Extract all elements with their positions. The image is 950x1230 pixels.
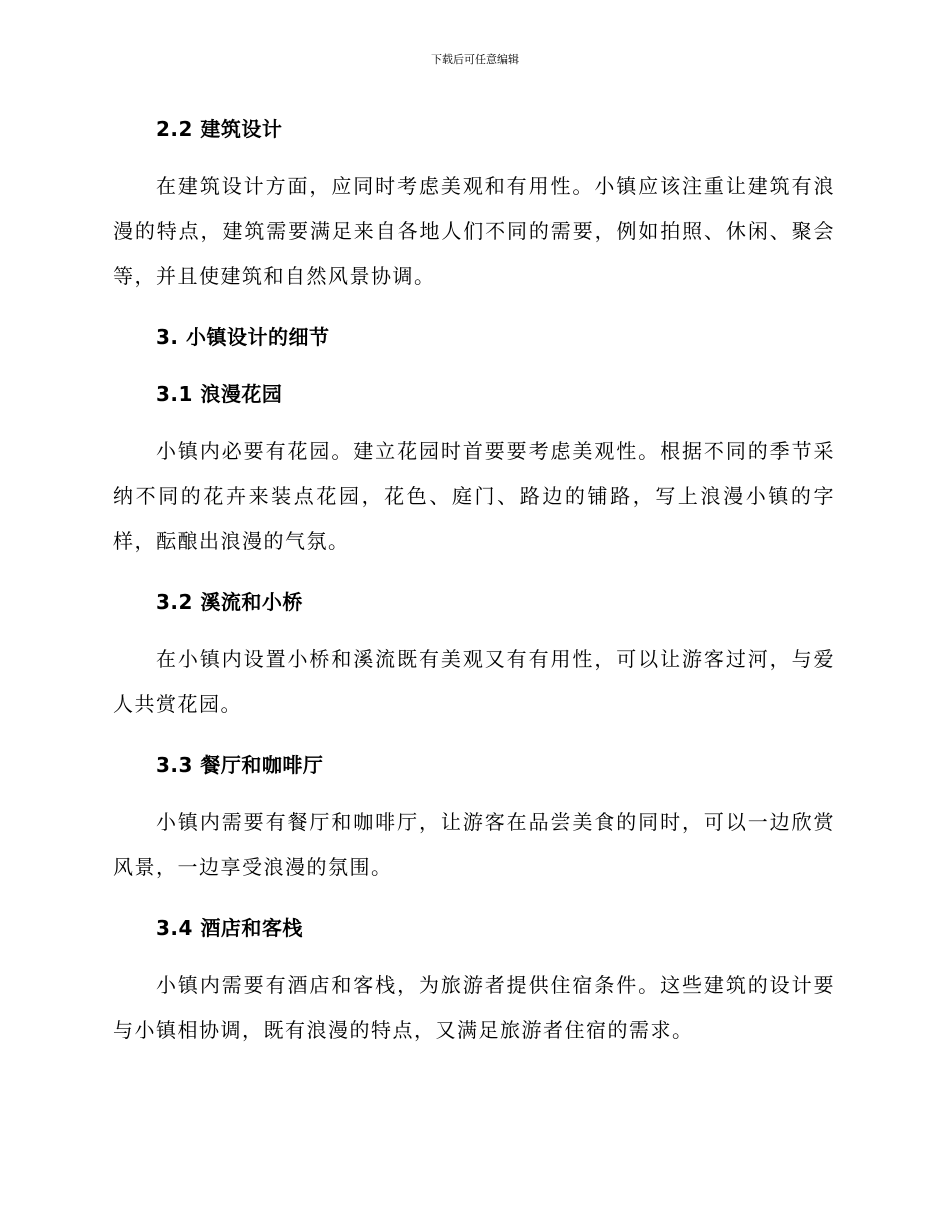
page-header: 下载后可任意编辑 bbox=[431, 53, 519, 66]
section-heading-3: 3. 小镇设计的细节 bbox=[156, 325, 330, 349]
section-paragraph-2-2: 在建筑设计方面，应同时考虑美观和有用性。小镇应该注重让建筑有浪漫的特点，建筑需要满足来自各地人们不同的需要，例如拍照、休闲、聚会等，并且使建筑和自然风景协调。 bbox=[113, 174, 835, 288]
section-heading-3-2: 3.2 溪流和小桥 bbox=[156, 590, 303, 614]
section-heading-2-2: 2.2 建筑设计 bbox=[156, 117, 283, 141]
section-paragraph-3-3: 小镇内需要有餐厅和咖啡厅，让游客在品尝美食的同时，可以一边欣赏风景，一边享受浪漫的氛围。 bbox=[113, 810, 835, 879]
section-heading-3-3: 3.3 餐厅和咖啡厅 bbox=[156, 753, 324, 777]
section-paragraph-3-1: 小镇内必要有花园。建立花园时首要要考虑美观性。根据不同的季节采纳不同的花卉来装点花园，花色、庭门、路边的铺路，写上浪漫小镇的字样，酝酿出浪漫的气氛。 bbox=[113, 439, 835, 553]
section-paragraph-3-4: 小镇内需要有酒店和客栈，为旅游者提供住宿条件。这些建筑的设计要与小镇相协调，既有浪漫的特点，又满足旅游者住宿的需求。 bbox=[113, 973, 835, 1042]
document-body bbox=[113, 110, 835, 1053]
section-heading-3-4: 3.4 酒店和客栈 bbox=[156, 916, 303, 940]
section-heading-3-1: 3.1 浪漫花园 bbox=[156, 382, 283, 406]
section-paragraph-3-2: 在小镇内设置小桥和溪流既有美观又有有用性，可以让游客过河，与爱人共赏花园。 bbox=[113, 647, 835, 716]
